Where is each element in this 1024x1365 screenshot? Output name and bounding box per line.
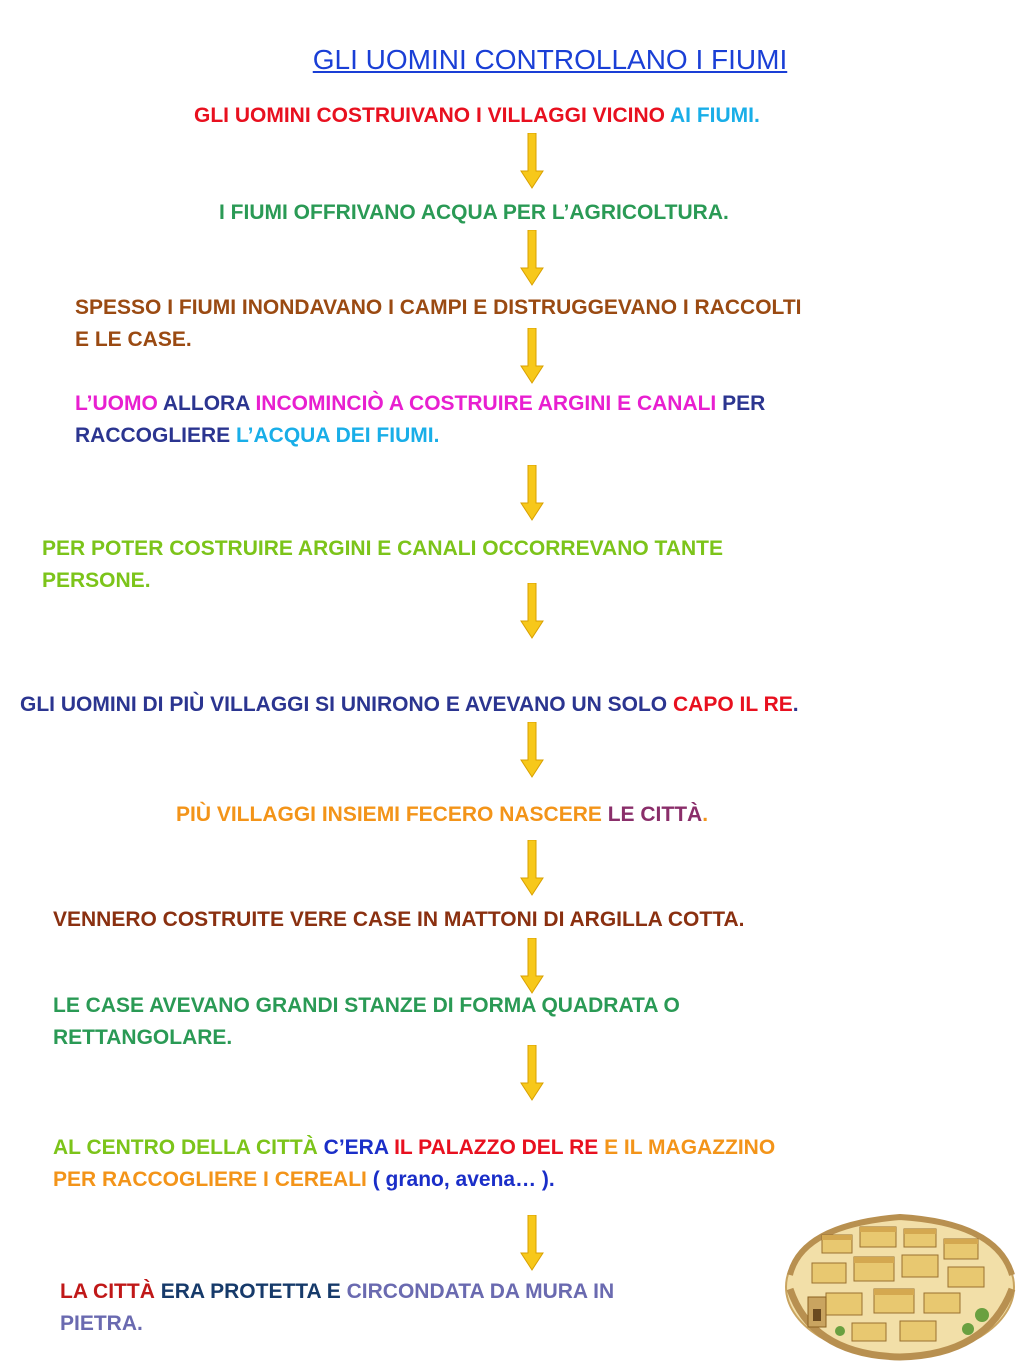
walled-village-image [782, 1205, 1018, 1361]
down-arrow-icon [520, 133, 544, 189]
sentence-embankments-line2: RACCOGLIERE L’ACQUA DEI FIUMI. [75, 424, 440, 447]
sentence-rooms-line2: RETTANGOLARE. [53, 1026, 233, 1049]
sentence-walls-line2: PIETRA. [60, 1312, 143, 1335]
sentence-cities-born: PIÙ VILLAGGI INSIEMI FECERO NASCERE LE CITTÀ. [176, 803, 709, 826]
sentence-many-people-line1: PER POTER COSTRUIRE ARGINI E CANALI OCCORREVANO TANTE [42, 537, 723, 560]
sentence-embankments-line1: L’UOMO ALLORA INCOMINCIÒ A COSTRUIRE ARGINI E CANALI PER [75, 392, 766, 415]
down-arrow-icon [520, 230, 544, 286]
sentence-palace-line1: AL CENTRO DELLA CITTÀ C’ERA IL PALAZZO DEL RE E IL MAGAZZINO [53, 1136, 776, 1159]
down-arrow-icon [520, 722, 544, 778]
down-arrow-icon [520, 328, 544, 384]
villages-text: GLI UOMINI COSTRUIVANO I VILLAGGI VICINO [194, 104, 671, 127]
sentence-many-people-line2: PERSONE. [42, 569, 151, 592]
sentence-villages-near-rivers [194, 100, 760, 131]
sentence-walls-line1: LA CITTÀ ERA PROTETTA E CIRCONDATA DA MURA IN [60, 1280, 615, 1303]
down-arrow-icon [520, 583, 544, 639]
sentence-floods-line1: SPESSO I FIUMI INONDAVANO I CAMPI E DISTRUGGEVANO I RACCOLTI [75, 296, 802, 319]
down-arrow-icon [520, 840, 544, 896]
down-arrow-icon [520, 465, 544, 521]
down-arrow-icon [520, 1215, 544, 1271]
rivers-text: AI FIUMI. [670, 104, 760, 127]
sentence-floods-line2: E LE CASE. [75, 328, 192, 351]
sentence-brick-houses: VENNERO COSTRUITE VERE CASE IN MATTONI DI ARGILLA COTTA. [53, 908, 745, 931]
sentence-rivers-water: I FIUMI OFFRIVANO ACQUA PER L’AGRICOLTURA. [219, 201, 729, 224]
down-arrow-icon [520, 938, 544, 994]
page-title: GLI UOMINI CONTROLLANO I FIUMI [312, 44, 788, 75]
sentence-rooms-line1: LE CASE AVEVANO GRANDI STANZE DI FORMA QUADRATA O [53, 994, 680, 1017]
down-arrow-icon [520, 1045, 544, 1101]
sentence-palace-line2: PER RACCOGLIERE I CEREALI ( grano, avena… ). [53, 1168, 555, 1191]
sentence-king: GLI UOMINI DI PIÙ VILLAGGI SI UNIRONO E AVEVANO UN SOLO CAPO IL RE. [20, 693, 799, 716]
